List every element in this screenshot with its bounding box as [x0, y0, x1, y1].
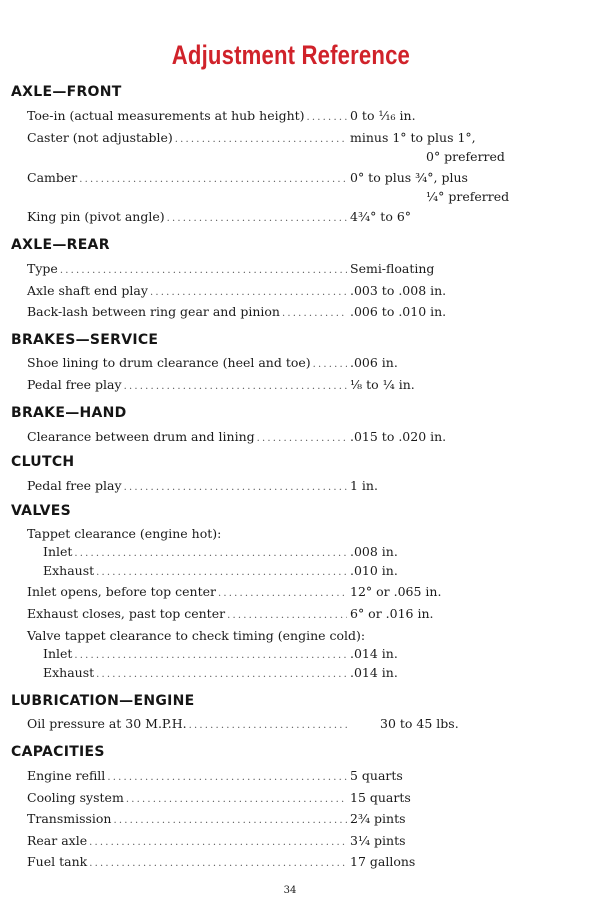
spec-value: 1 in. [350, 478, 378, 493]
spec-label: Transmission [27, 811, 112, 826]
dot-leader [126, 790, 347, 809]
section-heading-brakes-service: BRAKES—SERVICE [11, 332, 159, 348]
section-heading-brake-hand: BRAKE—HAND [11, 405, 127, 421]
spec-row-king-pin [27, 207, 530, 226]
spec-value: Semi-floating [350, 261, 435, 276]
dot-leader [124, 478, 347, 497]
dot-leader [218, 584, 347, 603]
spec-value: .008 in. [350, 544, 398, 559]
spec-row-end-play [27, 281, 530, 300]
spec-label: Oil pressure at 30 M.P.H. [27, 716, 187, 731]
spec-row-cooling-system [27, 788, 530, 807]
spec-value: ⅛ to ¼ in. [350, 377, 415, 392]
spec-value: 15 quarts [350, 790, 411, 805]
dot-leader [282, 304, 347, 323]
spec-value: 6° or .016 in. [350, 606, 434, 621]
spec-row-engine-refill [27, 766, 530, 785]
section-heading-valves: VALVES [11, 503, 71, 519]
spec-label: Pedal free play [27, 377, 122, 392]
spec-label: Clearance between drum and lining [27, 429, 255, 444]
spec-row-camber [27, 168, 530, 187]
spec-subheading-tappet-cold: Valve tappet clearance to check timing (engine cold): [27, 628, 366, 643]
spec-row-inlet-opens [27, 582, 530, 601]
dot-leader [89, 854, 347, 873]
spec-value: .003 to .008 in. [350, 283, 447, 298]
dot-leader [189, 716, 347, 735]
spec-value: 5 quarts [350, 768, 403, 783]
spec-row-hot-inlet [43, 542, 530, 561]
spec-row-hand-brake-clearance [27, 427, 530, 446]
dot-leader [167, 209, 347, 228]
section-heading-capacities: CAPACITIES [11, 744, 105, 760]
spec-value: .014 in. [350, 665, 398, 680]
dot-leader [150, 283, 347, 302]
spec-row-hot-exhaust [43, 561, 530, 580]
spec-label: Exhaust [43, 563, 95, 578]
spec-label: King pin (pivot angle) [27, 209, 165, 224]
spec-value: 3¼ pints [350, 833, 406, 848]
spec-label: Pedal free play [27, 478, 122, 493]
spec-value: 0 to ¹⁄₁₆ in. [350, 108, 416, 123]
dot-leader [227, 606, 347, 625]
dot-leader [107, 768, 347, 787]
spec-row-exhaust-closes [27, 604, 530, 623]
spec-row-cold-exhaust [43, 663, 530, 682]
spec-value: 0° to plus ¾°, plus [350, 170, 468, 185]
spec-value: .014 in. [350, 646, 398, 661]
spec-value: 2¾ pints [350, 811, 406, 826]
spec-subheading-tappet-hot: Tappet clearance (engine hot): [27, 526, 222, 541]
spec-label: Inlet opens, before top center [27, 584, 216, 599]
spec-value: 4¾° to 6° [350, 209, 412, 224]
spec-label: Exhaust closes, past top center [27, 606, 226, 621]
spec-value: .006 to .010 in. [350, 304, 447, 319]
spec-label: Shoe lining to drum clearance (heel and toe) [27, 355, 311, 370]
section-heading-lubrication: LUBRICATION—ENGINE [11, 693, 195, 709]
spec-row-brake-pedal [27, 375, 530, 394]
spec-value: 12° or .065 in. [350, 584, 442, 599]
spec-row-axle-type [27, 259, 530, 278]
spec-value-continued: 0° preferred [426, 149, 505, 164]
spec-label: Exhaust [43, 665, 95, 680]
spec-label: Fuel tank [27, 854, 88, 869]
dot-leader [124, 377, 347, 396]
spec-label: Type [27, 261, 58, 276]
section-heading-axle-front: AXLE—FRONT [11, 84, 122, 100]
spec-label: Cooling system [27, 790, 124, 805]
dot-leader [114, 811, 348, 830]
spec-value: .010 in. [350, 563, 398, 578]
dot-leader [313, 355, 347, 374]
dot-leader [307, 108, 347, 127]
spec-label: Back-lash between ring gear and pinion [27, 304, 280, 319]
section-heading-axle-rear: AXLE—REAR [11, 237, 110, 253]
spec-label: Toe-in (actual measurements at hub height) [27, 108, 305, 123]
spec-label: Caster (not adjustable) [27, 130, 173, 145]
dot-leader [60, 261, 347, 280]
spec-row-caster [27, 128, 530, 147]
dot-leader [257, 429, 347, 448]
spec-label: Inlet [43, 544, 73, 559]
spec-value: 30 to 45 lbs. [380, 716, 459, 731]
spec-value: .006 in. [350, 355, 398, 370]
spec-value-continued: ¼° preferred [426, 189, 510, 204]
spec-row-cold-inlet [43, 644, 530, 663]
dot-leader [96, 563, 347, 582]
spec-label: Axle shaft end play [27, 283, 148, 298]
spec-row-toe-in [27, 106, 530, 125]
spec-value: 17 gallons [350, 854, 416, 869]
spec-label: Camber [27, 170, 78, 185]
spec-row-oil-pressure [27, 714, 530, 733]
dot-leader [79, 170, 347, 189]
spec-row-fuel-tank [27, 852, 530, 871]
section-heading-clutch: CLUTCH [11, 454, 75, 470]
spec-row-backlash [27, 302, 530, 321]
spec-value: .015 to .020 in. [350, 429, 447, 444]
dot-leader [89, 833, 347, 852]
spec-row-transmission [27, 809, 530, 828]
spec-label: Rear axle [27, 833, 88, 848]
spec-row-clutch-pedal [27, 476, 530, 495]
dot-leader [96, 665, 347, 684]
spec-label: Engine refill [27, 768, 106, 783]
spec-row-shoe-lining [27, 353, 530, 372]
spec-row-rear-axle [27, 831, 530, 850]
spec-label: Inlet [43, 646, 73, 661]
page-title: Adjustment Reference [171, 40, 411, 70]
dot-leader [175, 130, 347, 149]
page-number: 34 [283, 885, 297, 896]
spec-value: minus 1° to plus 1°, [350, 130, 476, 145]
